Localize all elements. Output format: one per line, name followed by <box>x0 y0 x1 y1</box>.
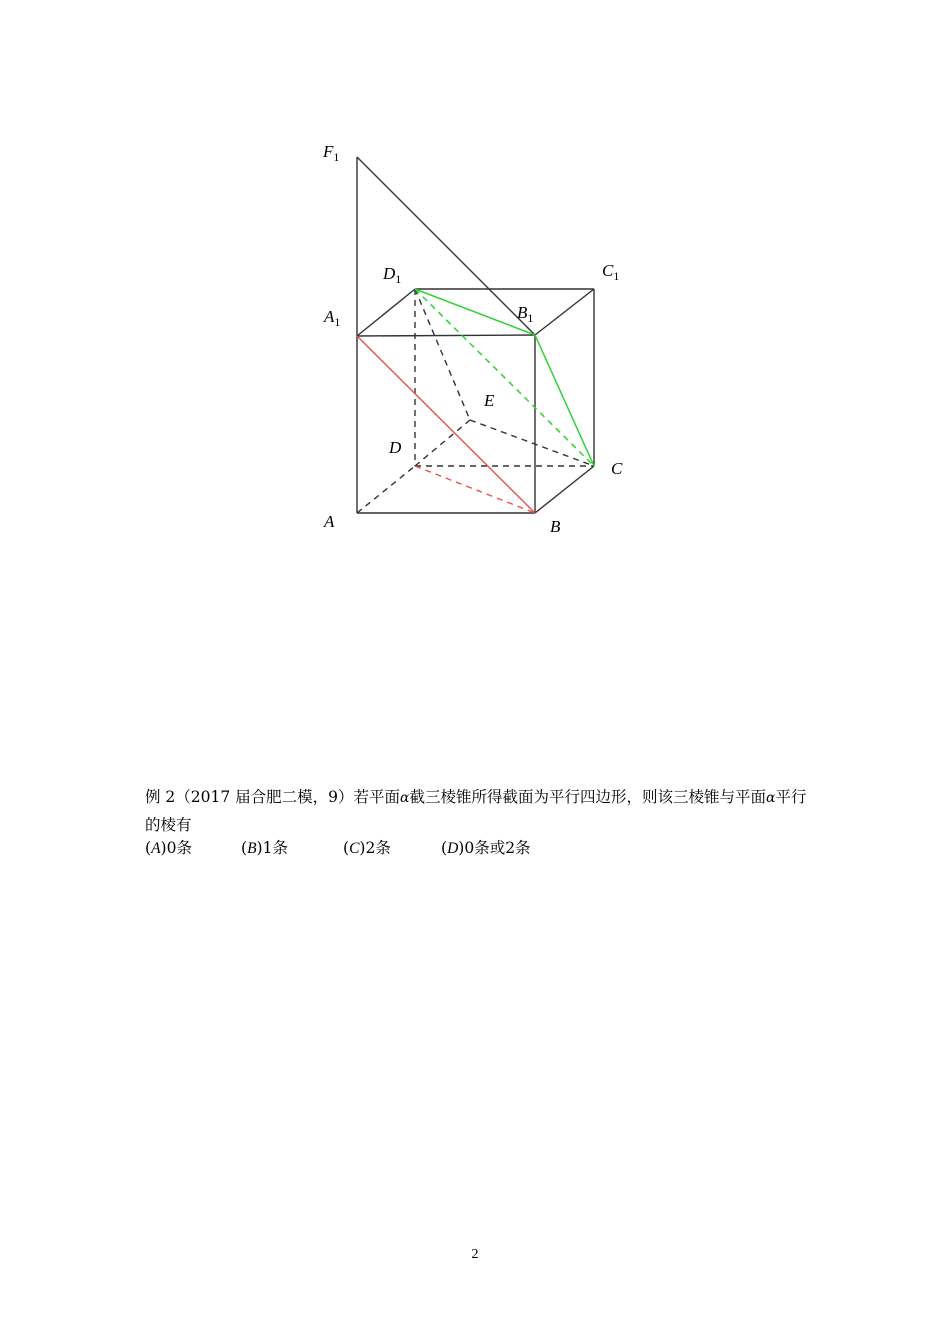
label-A: A <box>324 512 335 531</box>
edge-F1-B1 <box>357 157 535 335</box>
option-d: (D)0条或2条 <box>441 839 531 857</box>
page-number: 2 <box>471 1247 479 1262</box>
edge-B1-C-green <box>535 335 594 466</box>
question-text: 例 2（2017 届合肥二模，9）若平面α截三棱锥所得截面为平行四边形，则该三棱锥与平面α平行的棱有 <box>145 788 807 834</box>
edge-D-E <box>415 420 470 466</box>
label-B1: $B_1$ <box>517 303 534 325</box>
alpha-symbol: α <box>766 790 776 806</box>
solid-edges <box>357 157 594 513</box>
answer-options <box>145 836 531 858</box>
edge-D-B-red-dashed <box>415 466 535 513</box>
label-D: D <box>389 438 402 457</box>
edge-D1-C-green-dashed <box>415 289 594 466</box>
edge-A1-B1 <box>357 335 535 336</box>
edge-A-D <box>357 466 415 513</box>
label-A1: $A_1$ <box>324 307 341 329</box>
label-E: E <box>484 391 495 410</box>
edge-D1-E <box>415 289 470 420</box>
label-B: B <box>550 517 561 536</box>
option-c: (C)2条 <box>343 839 391 857</box>
edge-B-C <box>535 466 594 513</box>
edge-E-C <box>470 420 594 466</box>
label-C: C <box>611 459 623 478</box>
dashed-edges <box>357 289 594 513</box>
option-a: (A)0条 <box>145 839 192 857</box>
edge-C1-B1 <box>535 289 594 335</box>
question-stem <box>145 784 815 839</box>
label-C1: $C_1$ <box>602 261 620 283</box>
alpha-symbol: α <box>400 790 410 806</box>
option-b: (B)1条 <box>241 839 288 857</box>
cube-figure <box>0 0 950 600</box>
label-D1: $D_1$ <box>383 264 402 286</box>
label-F1: $F_1$ <box>323 142 340 164</box>
edge-A1-D1 <box>357 289 415 336</box>
